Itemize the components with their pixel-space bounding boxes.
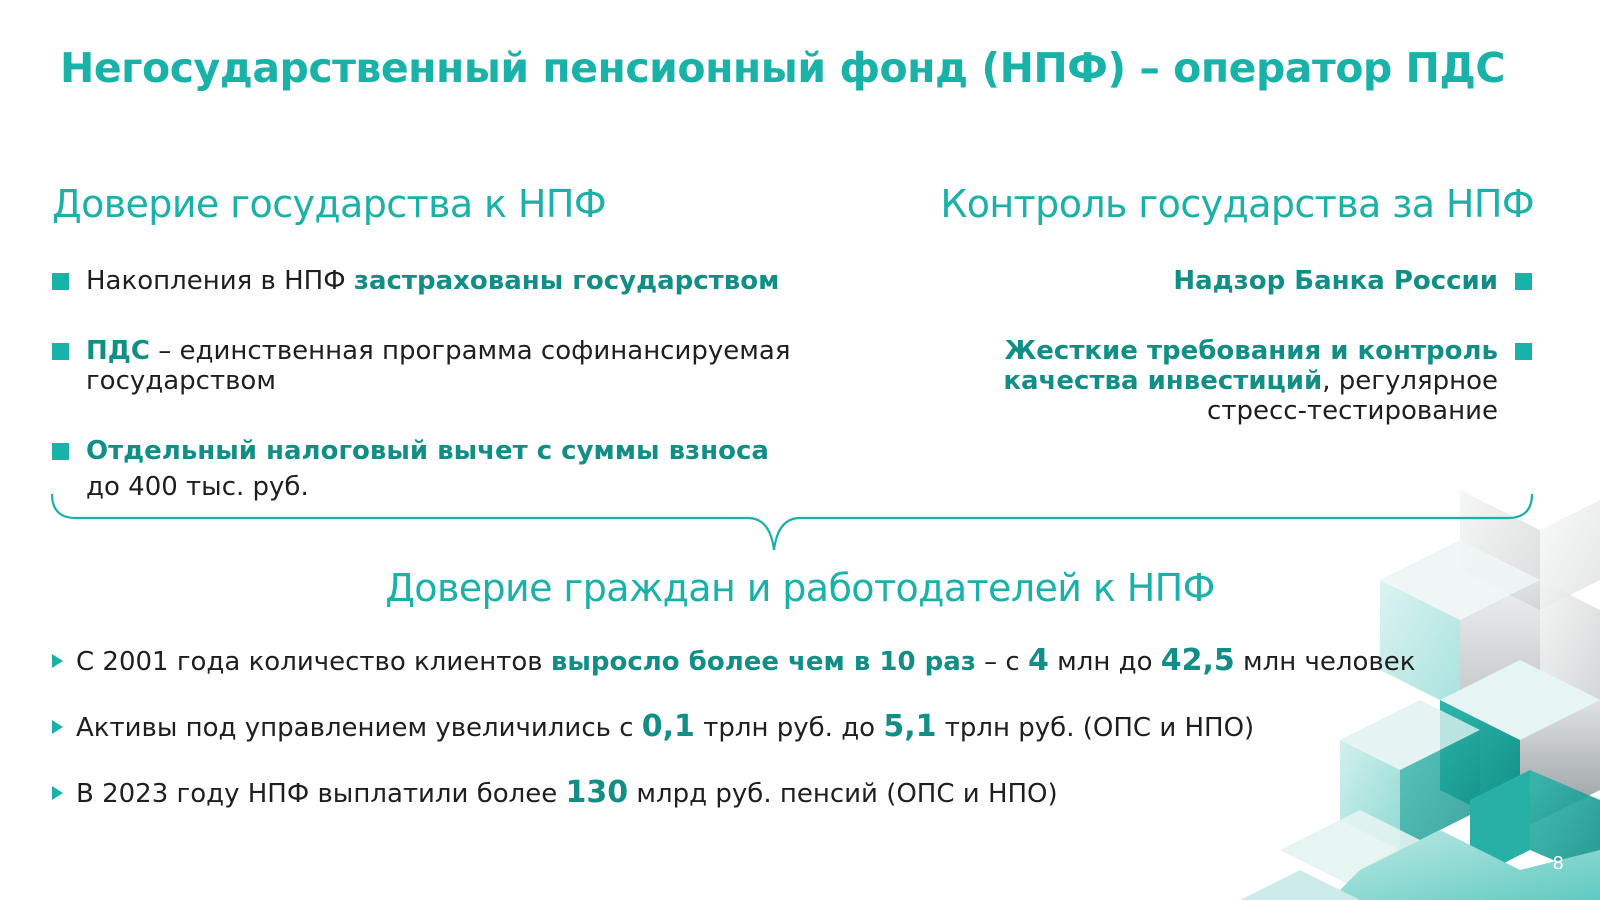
page-number: 8 <box>1552 853 1564 874</box>
item-text: – единственная программа софинансируемая государством <box>86 336 791 396</box>
list-item <box>932 266 1532 296</box>
item-text: до 400 тыс. руб. <box>86 472 309 502</box>
fact-text: трлн руб. (ОПС и НПО) <box>936 713 1255 743</box>
fact-number: 130 <box>565 775 629 810</box>
list-item <box>52 436 852 502</box>
triangle-bullet-icon <box>52 786 63 800</box>
fact-text: млрд руб. пенсий (ОПС и НПО) <box>628 779 1058 809</box>
citizen-trust-heading: Доверие граждан и работодателей к НПФ <box>385 566 1215 610</box>
item-highlight: Жесткие требования и контроль качества инвестиций <box>1003 336 1498 396</box>
item-highlight: Отдельный налоговый вычет с суммы взноса <box>86 436 769 466</box>
square-bullet-icon <box>52 273 69 290</box>
fact-highlight: выросло более чем в 10 раз <box>550 647 976 677</box>
fact-text: Активы под управлением увеличились с <box>76 713 642 743</box>
right-column-heading: Контроль государства за НПФ <box>940 182 1534 226</box>
fact-number: 0,1 <box>641 709 695 744</box>
left-column-heading: Доверие государства к НПФ <box>52 182 606 226</box>
curly-brace-connector <box>48 494 1536 556</box>
list-item <box>932 336 1532 426</box>
fact-text: С 2001 года количество клиентов <box>76 647 551 677</box>
list-item <box>52 266 852 296</box>
fact-text: В 2023 году НПФ выплатили более <box>76 779 566 809</box>
fact-text: – с <box>975 647 1028 677</box>
item-highlight: ПДС <box>86 336 150 366</box>
square-bullet-icon <box>52 343 69 360</box>
fact-text: млн человек <box>1234 647 1416 677</box>
item-highlight: Надзор Банка России <box>1173 266 1498 296</box>
triangle-bullet-icon <box>52 720 63 734</box>
fact-text: млн до <box>1048 647 1161 677</box>
triangle-bullet-icon <box>52 654 63 668</box>
fact-text: трлн руб. до <box>694 713 884 743</box>
square-bullet-icon <box>52 443 69 460</box>
square-bullet-icon <box>1515 273 1532 290</box>
list-item <box>52 336 852 396</box>
square-bullet-icon <box>1515 343 1532 360</box>
fact-assets <box>52 708 1492 746</box>
fact-number: 5,1 <box>883 709 937 744</box>
state-control-list <box>932 266 1532 426</box>
slide-title: Негосударственный пенсионный фонд (НПФ) – оператор ПДС <box>60 44 1505 92</box>
fact-clients <box>52 642 1492 680</box>
facts-list <box>52 642 1492 812</box>
item-text: Накопления в НПФ <box>86 266 354 296</box>
fact-number: 42,5 <box>1160 643 1235 678</box>
item-highlight: застрахованы государством <box>353 266 780 296</box>
item-text: , регулярное стресс-тестирование <box>1207 366 1498 426</box>
fact-number: 4 <box>1027 643 1049 678</box>
state-trust-list <box>52 266 852 502</box>
fact-payouts <box>52 774 1492 812</box>
